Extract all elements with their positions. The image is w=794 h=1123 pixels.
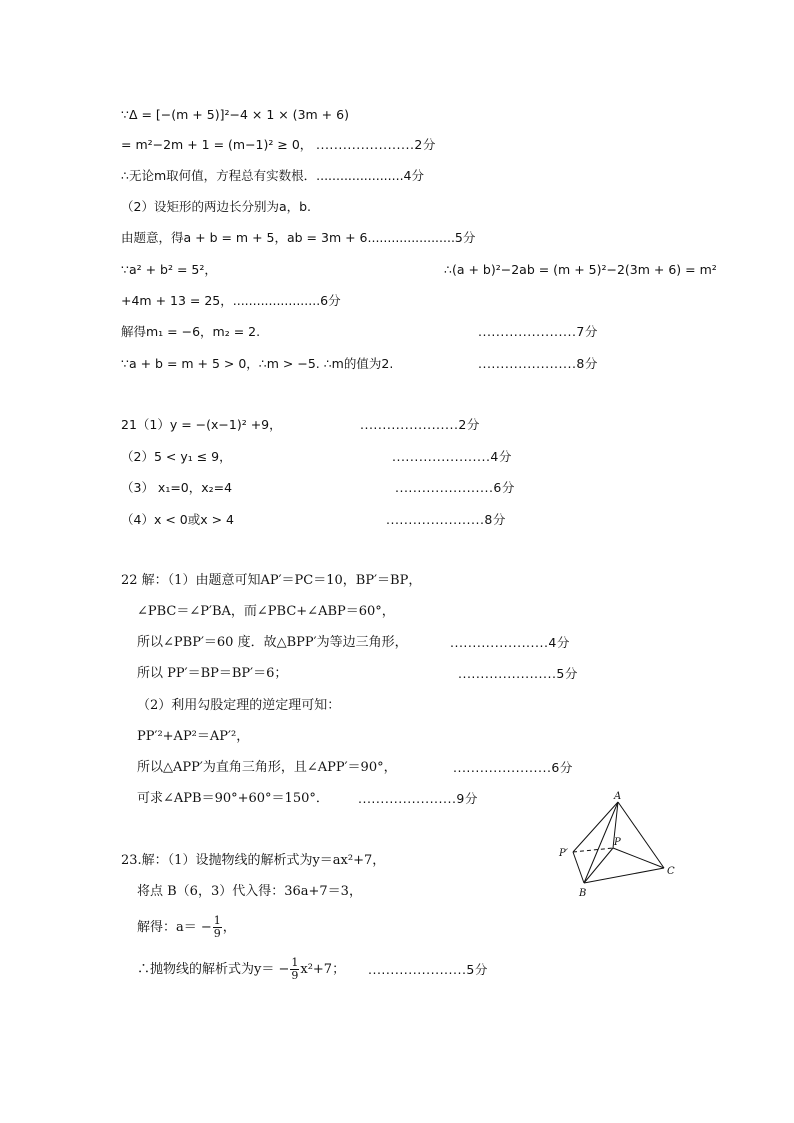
q22-line-7: 所以△APP′为直角三角形，且∠APP′＝90°， [137,760,397,775]
q20-line-1: ∵Δ = [−(m + 5)]²−4 × 1 × (3m + 6) [121,107,349,122]
q20-line-5: 由题意，得a + b = m + 5，ab = 3m + 6......................5分 [121,230,476,245]
q20-line-4: （2）设矩形的两边长分别为a，b. [121,199,312,214]
q22-line-3-score: ......................4分 [450,635,570,650]
q20-line-7: +4m + 13 = 25，......................6分 [121,293,341,308]
segment-b-c [584,868,664,883]
q20-line-2-score: ......................2分 [316,137,436,152]
q22-line-1: 22 解：（1）由题意可知AP′＝PC＝10，BP′＝BP， [121,573,422,588]
q20-line-9: ∵a + b = m + 5 > 0，∴m > −5. ∴m的值为2. [121,356,394,371]
label-b: B [579,888,587,899]
segment-pprime-b [573,852,584,883]
q23-line-3 [137,913,236,943]
fraction-denominator: 9 [213,927,221,940]
q22-line-7-score: ......................6分 [453,760,573,775]
q21-line-3-score: ......................6分 [395,480,515,495]
fraction-one-ninth-2 [290,957,299,982]
triangle-figure [556,790,686,902]
q20-line-8-score: ......................7分 [478,324,598,339]
q22-line-5: （2）利用勾股定理的逆定理可知： [137,698,341,713]
q23-line-3-end: ， [222,920,236,935]
segment-p-b [584,848,613,883]
label-p: P [614,837,621,848]
q20-line-9-score: ......................8分 [478,356,598,371]
q23-line-4-text: ∴抛物线的解析式为y＝ − [137,962,290,977]
q22-line-6: PP′²+AP²＝AP′²， [137,729,250,744]
q21-line-1: 21（1）y = −(x−1)² +9， [121,417,282,432]
q21-line-1-score: ......................2分 [360,417,480,432]
segment-p-c [613,848,664,868]
q21-line-2: （2）5 < y₁ ≤ 9， [121,449,232,464]
fraction-one-ninth [213,915,222,940]
q20-line-6a: ∵a² + b² = 5²， [121,262,217,277]
q20-line-8: 解得m₁ = −6，m₂ = 2. [121,324,261,339]
segment-a-c [618,802,664,868]
label-a: A [614,791,622,802]
q21-line-4-score: ......................8分 [386,512,506,527]
q23-line-4-score: ......................5分 [368,962,488,977]
q23-line-1: 23.解：（1）设抛物线的解析式为y＝ax²+7， [121,853,386,868]
q23-line-4-end: x²+7； [300,962,346,977]
label-p-prime: P′ [559,848,568,859]
segment-a-b [584,802,618,883]
q23-line-3-text: 解得：a＝ − [137,920,212,935]
q22-line-4-score: ......................5分 [458,666,578,681]
segment-a-pprime [573,802,618,852]
q22-line-3: 所以∠PBP′＝60 度．故△BPP′为等边三角形， [137,635,408,650]
q23-line-4 [137,955,345,985]
q20-line-6b: ∴(a + b)²−2ab = (m + 5)²−2(3m + 6) = m² [444,262,717,277]
q23-line-2: 将点 B（6，3）代入得：36a+7＝3， [137,884,362,899]
label-c: C [667,866,675,877]
fraction-denominator-2: 9 [291,969,299,982]
q20-line-2: = m²−2m + 1 = (m−1)² ≥ 0， [121,137,313,152]
q21-line-2-score: ......................4分 [392,449,512,464]
q21-line-4: （4）x < 0或x > 4 [121,512,234,527]
q20-line-3: ∴无论m取何值，方程总有实数根．......................4分 [121,168,424,183]
q22-line-2: ∠PBC＝∠P′BA，而∠PBC+∠ABP＝60°， [137,604,395,619]
q22-line-4: 所以 PP′＝BP＝BP′＝6； [137,666,288,681]
fraction-numerator-2: 1 [291,956,299,969]
segment-pprime-p [573,848,613,852]
q22-line-8-score: ......................9分 [358,791,478,806]
q21-line-3: （3） x₁=0，x₂=4 [121,480,233,495]
fraction-numerator: 1 [213,914,221,927]
q22-line-8: 可求∠APB＝90°+60°＝150°． [137,791,329,806]
